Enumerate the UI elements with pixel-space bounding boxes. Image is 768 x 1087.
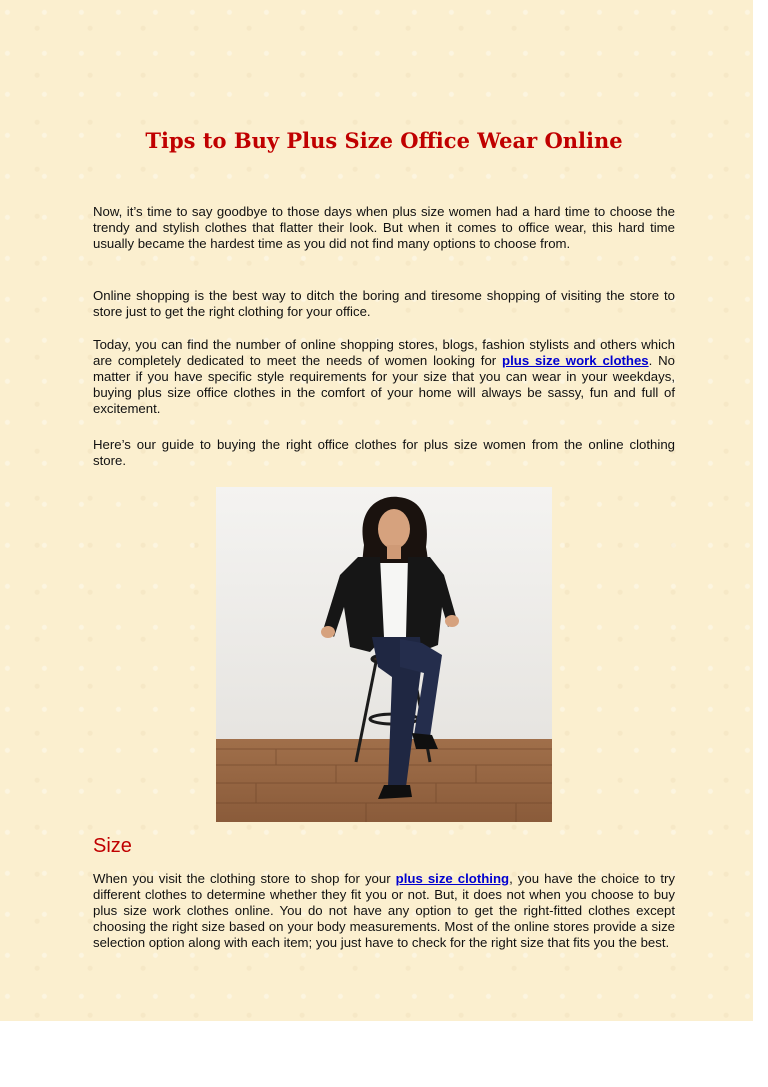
paragraph-today-text-after: . No matter if you have specific style requirements for your size that you can wear in your weekdays, buying plus size office clothes in the comfort of your home will always be sassy, fun and full of excitement. (93, 353, 676, 416)
section-heading-size: Size (93, 835, 132, 857)
model-photo (216, 487, 552, 822)
paragraph-size-text-after: , you have the choice to try different clothes to determine whether they fit you or not. But, it does not when you choose to buy plus size work clothes online. You do not have any option to get the right-fitted clothes except choosing the right size based on your body measurements. Most of the online stores provide a size selection option along with each item; you just have to check for the right size that fits you the best. (93, 871, 676, 950)
paragraph-guide: Here’s our guide to buying the right office clothes for plus size women from the online clothing store. (93, 437, 675, 468)
paragraph-intro: Now, it’s time to say goodbye to those days when plus size women had a hard time to choose the trendy and stylish clothes that flatter their look. But when it comes to office wear, this hard time usually became the hardest time as you did not find many options to choose from. (93, 204, 675, 251)
plus-size-work-clothes-link[interactable]: plus size work clothes (502, 353, 649, 368)
paragraph-today (93, 337, 675, 417)
document-title: Tips to Buy Plus Size Office Wear Online (145, 128, 623, 153)
paragraph-online-shopping: Online shopping is the best way to ditch the boring and tiresome shopping of visiting the store to store just to get the right clothing for your office. (93, 288, 675, 319)
plus-size-clothing-link[interactable]: plus size clothing (395, 871, 510, 886)
paragraph-today-text-before: Today, you can find the number of online shopping stores, blogs, fashion stylists and others which are completely dedicated to meet the needs of women looking for (93, 337, 675, 368)
paragraph-size (93, 871, 675, 951)
paragraph-size-text-before: When you visit the clothing store to shop for your (93, 871, 396, 886)
